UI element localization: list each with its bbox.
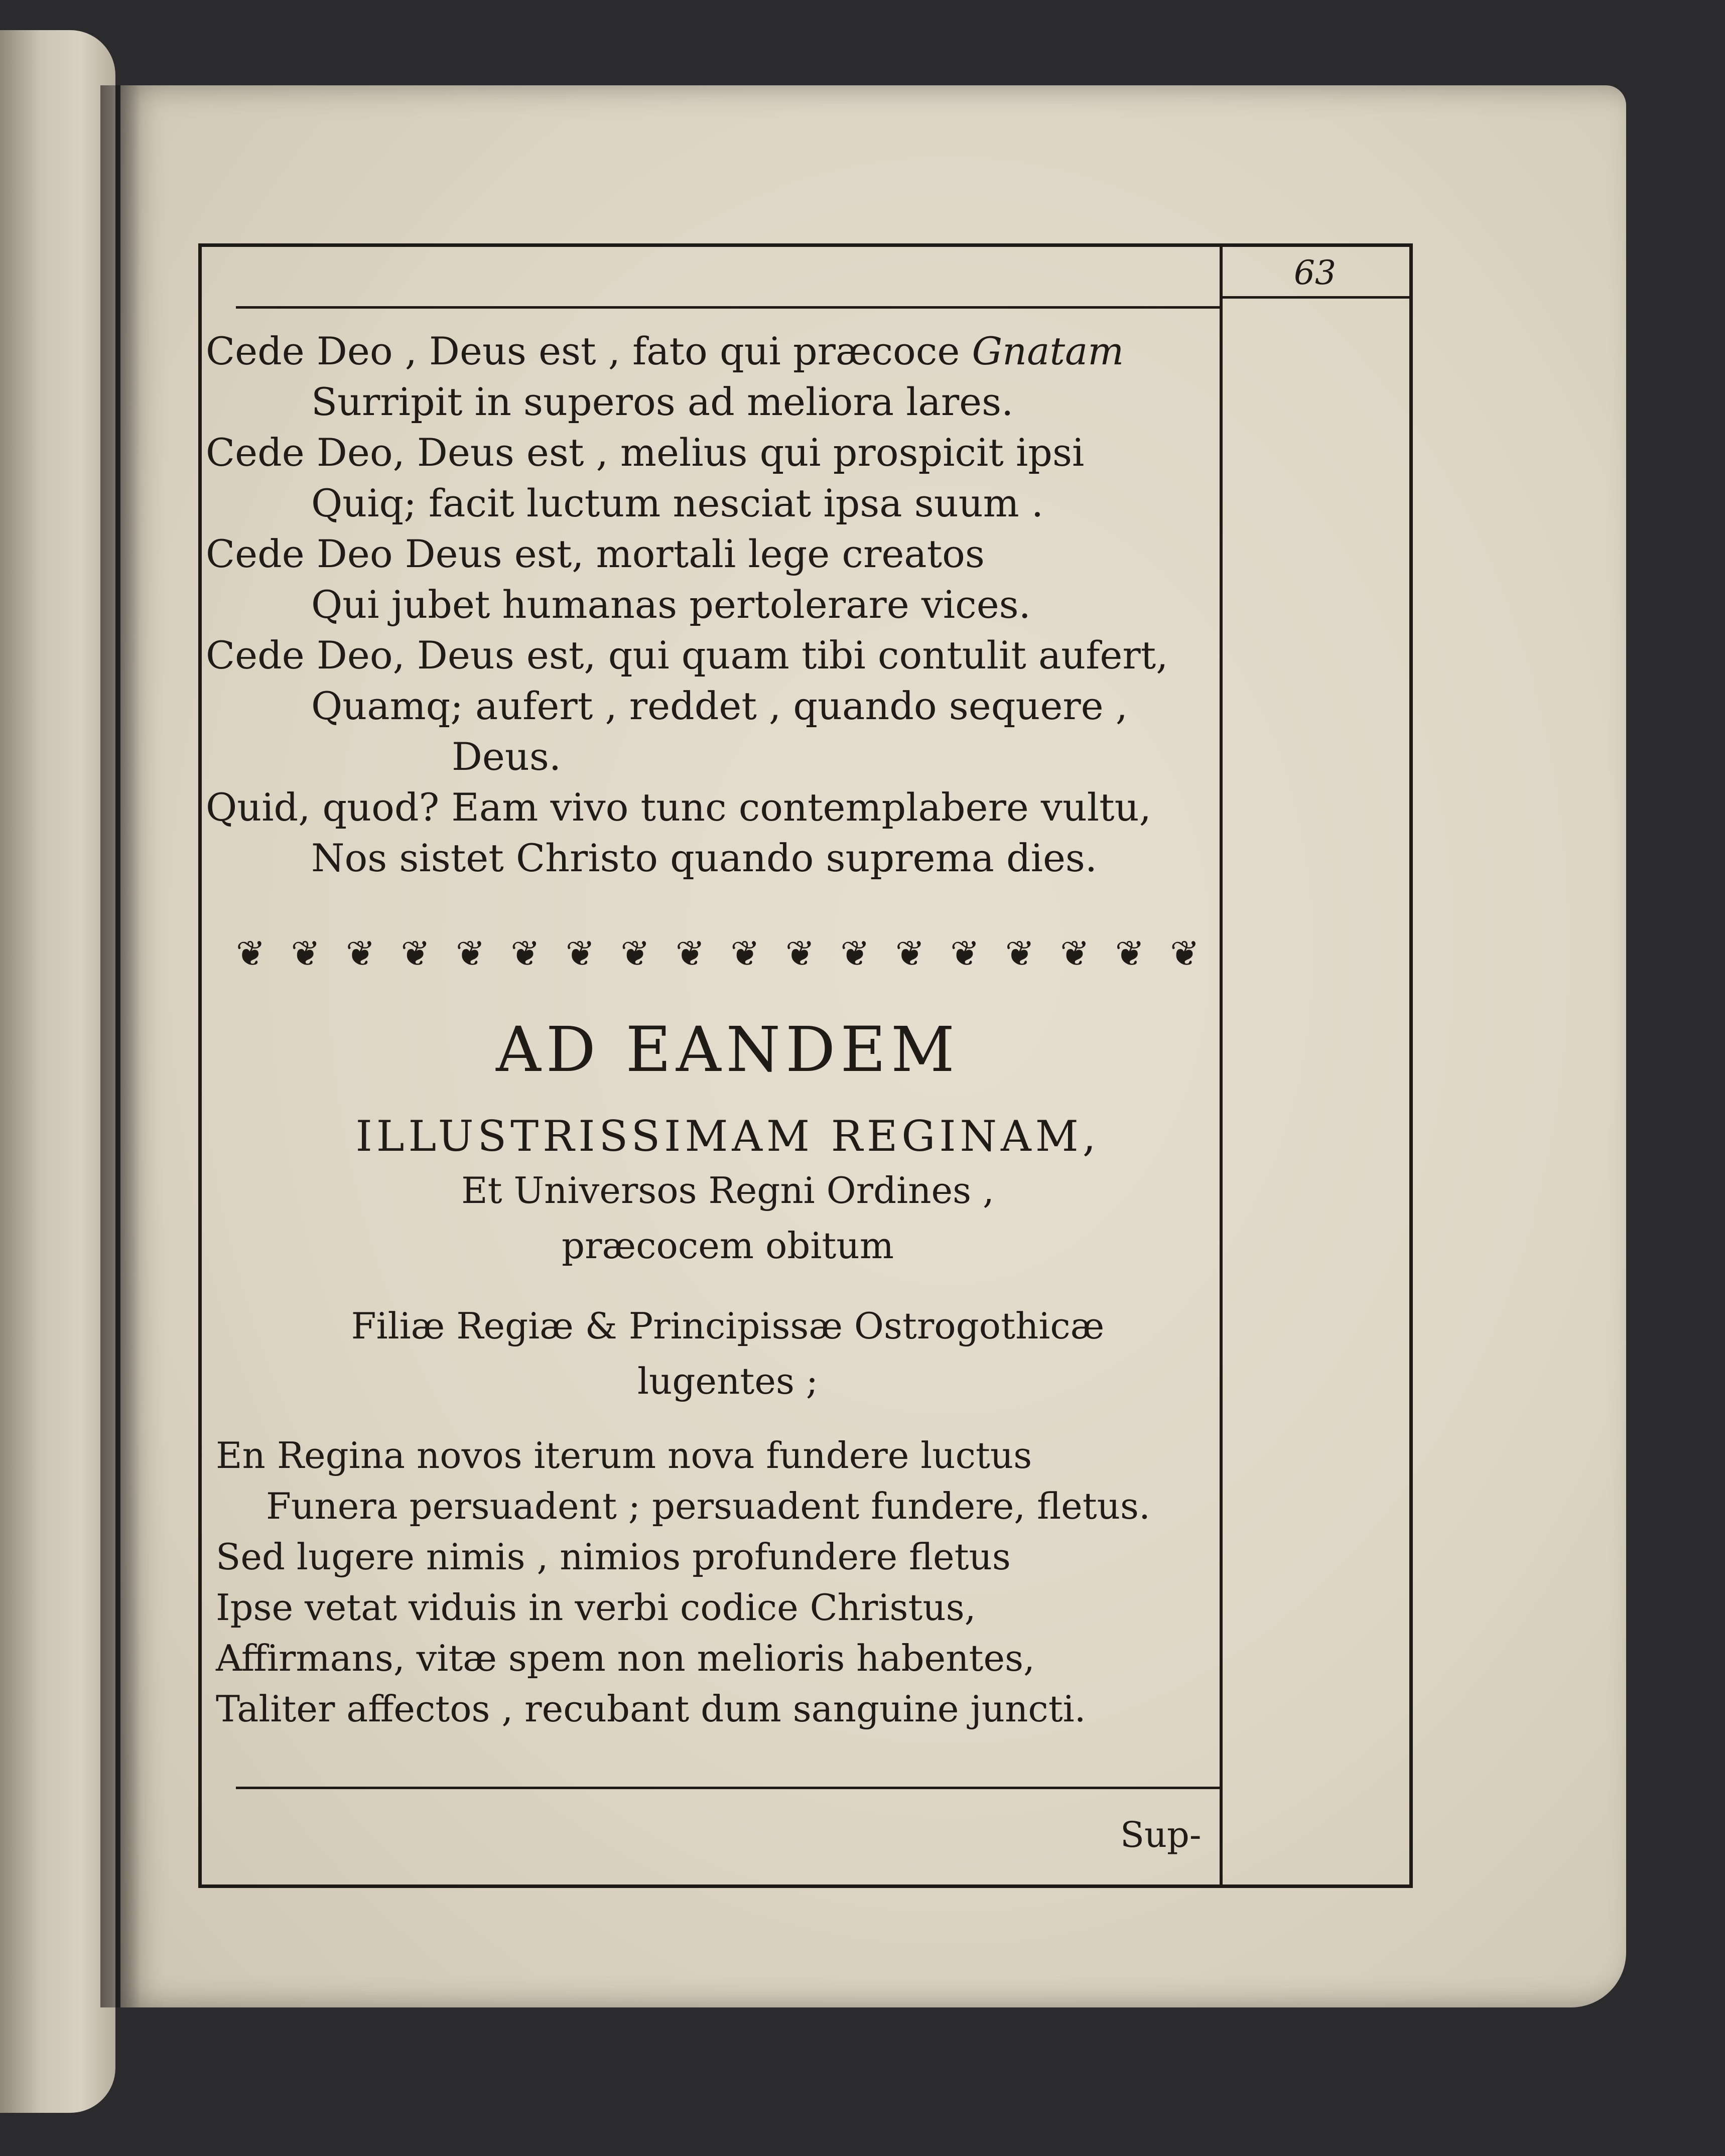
poem-two-line: Taliter affectos , recubant dum sanguine juncti. [216, 1688, 1086, 1730]
fleuron-icon: ❦ [291, 933, 321, 974]
fleuron-icon: ❦ [1060, 933, 1090, 974]
poem-one-line: Cede Deo, Deus est , melius qui prospicit ipsi [206, 430, 1085, 475]
fleuron-icon: ❦ [675, 933, 705, 974]
section-heading-line: Filiæ Regiæ & Principissæ Ostrogothicæ [351, 1305, 1105, 1347]
page-number-rule [1223, 296, 1409, 299]
section-heading-line: Et Universos Regni Ordines , [461, 1169, 994, 1211]
fleuron-icon: ❦ [620, 933, 650, 974]
frame-inner-column-rule [1220, 243, 1223, 1888]
poem-two-line: Funera persuadent ; persuadent fundere, fletus. [266, 1485, 1150, 1527]
fleuron-icon: ❦ [1005, 933, 1035, 974]
fleuron-icon: ❦ [345, 933, 375, 974]
poem-two-line: Affirmans, vitæ spem non melioris habentes, [216, 1637, 1035, 1679]
poem-one-line: Cede Deo Deus est, mortali lege creatos [206, 531, 985, 576]
catchword: Sup- [1120, 1814, 1202, 1855]
poem-two-line: En Regina novos iterum nova fundere luctus [216, 1434, 1032, 1476]
poem-one-line: Quamq; aufert , reddet , quando sequere , [311, 684, 1128, 728]
fleuron-icon: ❦ [730, 933, 760, 974]
gutter-shadow [100, 85, 141, 2007]
previous-page [0, 30, 115, 2113]
poem-one [206, 326, 1168, 884]
fleuron-icon: ❦ [785, 933, 815, 974]
section-title: AD EANDEM [496, 1014, 960, 1086]
poem-one-line-text: Cede Deo , Deus est , fato qui præcoce [206, 329, 972, 373]
fleuron-icon: ❦ [1170, 933, 1200, 974]
fleuron-icon: ❦ [565, 933, 595, 974]
page-number: 63 [1294, 253, 1336, 292]
fleuron-icon: ❦ [510, 933, 541, 974]
poem-one-line-italic: Gnatam [972, 329, 1124, 373]
fleuron-icon: ❦ [401, 933, 431, 974]
poem-one-line: Nos sistet Christo quando suprema dies. [311, 836, 1098, 880]
fleuron-icon: ❦ [895, 933, 925, 974]
section-heading-line: lugentes ; [637, 1360, 819, 1402]
section-subtitle: ILLUSTRISSIMAM REGINAM, [355, 1112, 1100, 1161]
frame-left-rule [198, 243, 202, 1888]
poem-one-line: Quid, quod? Eam vivo tunc contemplabere vultu, [206, 785, 1151, 830]
frame-right-rule [1409, 243, 1413, 1888]
text-top-rule [236, 306, 1220, 309]
poem-two-line: Ipse vetat viduis in verbi codice Christus, [216, 1586, 976, 1629]
fleuron-icon: ❦ [1115, 933, 1145, 974]
fleuron-icon: ❦ [840, 933, 870, 974]
poem-one-line [206, 326, 1168, 377]
poem-two-line: Sed lugere nimis , nimios profundere fletus [216, 1536, 1011, 1578]
poem-one-line: Quiq; facit luctum nesciat ipsa suum . [311, 481, 1044, 525]
fleuron-icon: ❦ [236, 933, 266, 974]
fleuron-icon: ❦ [455, 933, 485, 974]
text-bottom-rule [236, 1787, 1220, 1789]
ornament-band [236, 933, 1200, 974]
poem-one-line: Deus. [452, 734, 562, 779]
poem-one-line: Surripit in superos ad meliora lares. [311, 379, 1014, 424]
section-heading-line: præcocem obitum [562, 1225, 894, 1267]
frame-top-rule [198, 243, 1413, 247]
frame-bottom-rule [198, 1884, 1413, 1888]
poem-two [216, 1430, 1150, 1734]
poem-one-line: Qui jubet humanas pertolerare vices. [311, 582, 1031, 627]
fleuron-icon: ❦ [950, 933, 980, 974]
poem-one-line: Cede Deo, Deus est, qui quam tibi contulit aufert, [206, 633, 1168, 678]
